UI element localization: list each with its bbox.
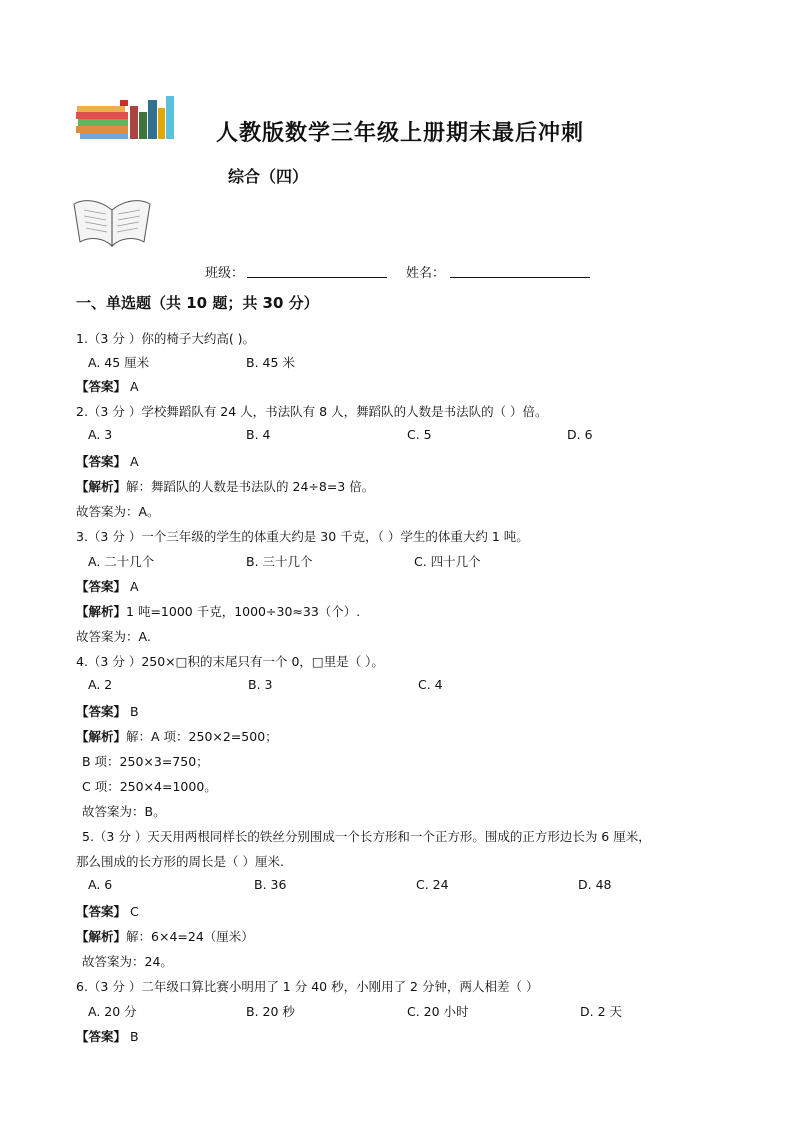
answer-tag: 【答案】 — [76, 1029, 127, 1044]
question-3-stem: 3.（3 分 ）一个三年级的学生的体重大约是 30 千克，（ ）学生的体重大约 1 吨。 — [76, 529, 529, 544]
question-5-stem: 5.（3 分 ）天天用两根同样长的铁丝分别围成一个长方形和一个正方形。围成的正方形边长为 6 厘米， — [82, 829, 651, 844]
books-stack-icon — [74, 92, 178, 142]
question-5-analysis: 解：6×4=24（厘米） — [126, 929, 254, 944]
question-1-stem: 1.（3 分 ）你的椅子大约高( )。 — [76, 331, 256, 346]
question-3-option-b: B. 三十几个 — [246, 554, 313, 569]
name-label: 姓名： — [406, 266, 446, 281]
question-1-answer: A — [130, 379, 139, 394]
question-6-stem: 6.（3 分 ）二年级口算比赛小明用了 1 分 40 秒，小刚用了 2 分钟，两人相差（ ） — [76, 979, 539, 994]
document-subtitle: 综合（四） — [228, 167, 309, 186]
answer-tag: 【答案】 — [76, 379, 127, 394]
question-3-conclusion: 故答案为：A. — [76, 629, 151, 644]
question-4-analysis-line-2: B 项：250×3=750； — [82, 754, 209, 769]
question-6-answer: B — [130, 1029, 139, 1044]
question-5-option-b: B. 36 — [254, 877, 287, 892]
analysis-tag: 【解析】 — [76, 729, 127, 744]
question-4-analysis-line-3: C 项：250×4=1000。 — [82, 779, 217, 794]
question-2-option-c: C. 5 — [407, 427, 432, 442]
question-5-stem-line-2: 那么围成的长方形的周长是（ ）厘米. — [76, 854, 284, 869]
question-5-option-a: A. 6 — [88, 877, 113, 892]
question-5-answer: C — [130, 904, 139, 919]
question-2-conclusion: 故答案为：A。 — [76, 504, 160, 519]
answer-tag: 【答案】 — [76, 904, 127, 919]
class-field[interactable] — [247, 276, 387, 278]
class-label: 班级： — [205, 266, 245, 281]
question-6-option-c: C. 20 小时 — [407, 1004, 469, 1019]
question-4-analysis: 解：A 项：250×2=500； — [126, 729, 278, 744]
question-2-option-d: D. 6 — [567, 427, 593, 442]
question-4-conclusion: 故答案为：B。 — [82, 804, 166, 819]
question-4-answer: B — [130, 704, 139, 719]
question-3-analysis: 1 吨=1000 千克，1000÷30≈33（个）. — [126, 604, 361, 619]
answer-tag: 【答案】 — [76, 579, 127, 594]
analysis-tag: 【解析】 — [76, 604, 127, 619]
analysis-tag: 【解析】 — [76, 479, 127, 494]
question-2-analysis: 解：舞蹈队的人数是书法队的 24÷8=3 倍。 — [126, 479, 375, 494]
question-5-option-c: C. 24 — [416, 877, 449, 892]
question-6-option-a: A. 20 分 — [88, 1004, 137, 1019]
question-5-conclusion: 故答案为：24。 — [82, 954, 173, 969]
question-2-stem: 2.（3 分 ）学校舞蹈队有 24 人，书法队有 8 人，舞蹈队的人数是书法队的（ ）倍。 — [76, 404, 548, 419]
question-1-option-b: B. 45 米 — [246, 355, 295, 370]
question-4-option-a: A. 2 — [88, 677, 113, 692]
question-3-option-c: C. 四十几个 — [414, 554, 481, 569]
question-6-option-d: D. 2 天 — [580, 1004, 622, 1019]
question-2-answer: A — [130, 454, 139, 469]
question-6-option-b: B. 20 秒 — [246, 1004, 295, 1019]
open-book-icon — [70, 194, 154, 252]
question-2-option-a: A. 3 — [88, 427, 113, 442]
name-field[interactable] — [450, 276, 590, 278]
answer-tag: 【答案】 — [76, 704, 127, 719]
question-4-option-b: B. 3 — [248, 677, 273, 692]
question-3-option-a: A. 二十几个 — [88, 554, 155, 569]
answer-tag: 【答案】 — [76, 454, 127, 469]
question-1-option-a: A. 45 厘米 — [88, 355, 150, 370]
document-title: 人教版数学三年级上册期末最后冲刺 — [216, 120, 585, 146]
question-4-stem: 4.（3 分 ）250×□积的末尾只有一个 0，□里是（ ）。 — [76, 654, 384, 669]
question-5-option-d: D. 48 — [578, 877, 612, 892]
analysis-tag: 【解析】 — [76, 929, 127, 944]
question-4-option-c: C. 4 — [418, 677, 443, 692]
question-3-answer: A — [130, 579, 139, 594]
section-title: 一、单选题（共 10 题；共 30 分） — [76, 294, 319, 312]
question-2-option-b: B. 4 — [246, 427, 271, 442]
